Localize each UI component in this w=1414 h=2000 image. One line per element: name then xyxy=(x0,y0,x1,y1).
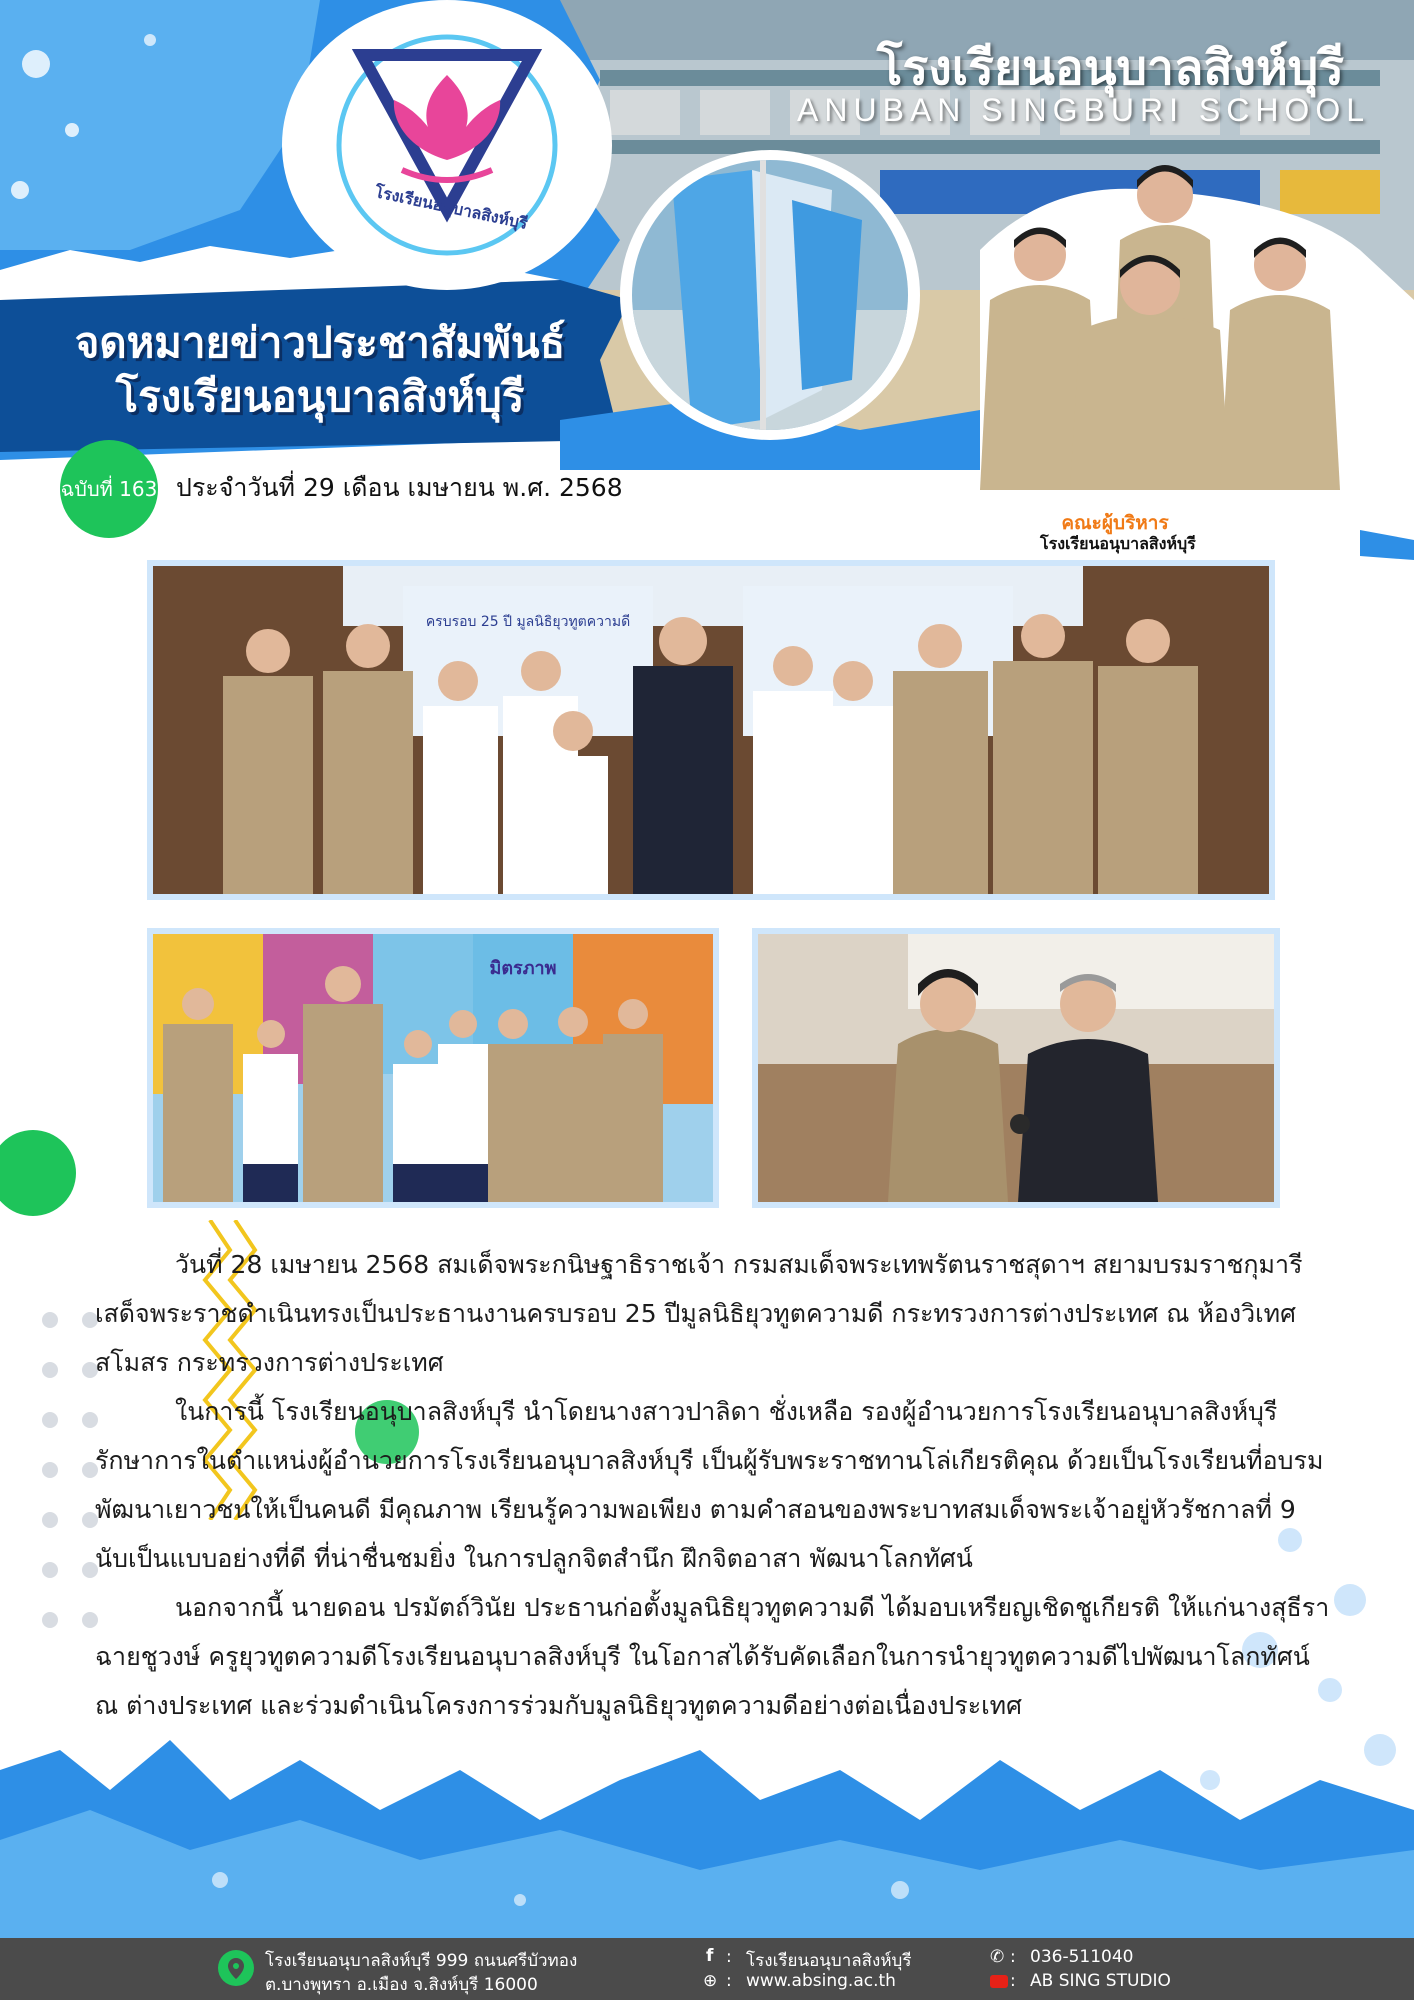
side-poster-text: มิตรภาพ xyxy=(489,958,557,979)
admin-school: โรงเรียนอนุบาลสิงห์บุรี xyxy=(1040,534,1196,553)
footer-phone[interactable]: 036-511040 xyxy=(1030,1947,1134,1967)
footer-website[interactable]: www.absing.ac.th xyxy=(746,1971,896,1991)
footer-facebook[interactable]: โรงเรียนอนุบาลสิงห์บุรี xyxy=(746,1951,912,1971)
school-name-th: โรงเรียนอนุบาลสิงห์บุรี xyxy=(876,42,1344,95)
article-body xyxy=(95,1240,1335,1730)
footer-address-line2: ต.บางพุทรา อ.เมือง จ.สิงห์บุรี 16000 xyxy=(265,1975,538,1995)
footer-sep-2: : xyxy=(726,1971,732,1991)
issue-badge: ฉบับที่ 163 xyxy=(60,440,158,538)
school-name-en: ANUBAN SINGBURI SCHOOL xyxy=(797,92,1370,128)
footer-bar xyxy=(0,1938,1414,2000)
phone-icon: ✆ xyxy=(990,1947,1005,1967)
paragraph-1: วันที่ 28 เมษายน 2568 สมเด็จพระกนิษฐาธิราชเจ้า กรมสมเด็จพระเทพรัตนราชสุดาฯ สยามบรมราชกุมารี เสด็จพระราชดำเนินทรงเป็นประธานงานครบรอบ 25 ปีมูลนิธิยุวทูตความดี กระทรวงการต่างประเทศ ณ ห้องวิเทศสโมสร กระทรวงการต่างประเทศ xyxy=(95,1250,1303,1377)
paragraph-3: นอกจากนี้ นายดอน ปรมัตถ์วินัย ประธานก่อตั้งมูลนิธิยุวทูตความดี ได้มอบเหรียญเชิดชูเกียรติ ให้แก่นางสุธีรา ฉายชูวงษ์ ครูยุวทูตความดีโรงเรียนอนุบาลสิงห์บุรี ในโอกาสได้รับคัดเลือกในการนำยุวทูตความดีไปพัฒนาโลกทัศน์ ณ ต่างประเทศ และร่วมดำเนินโครงการร่วมกับมูลนิธิยุวทูตความดีอย่างต่อเนื่องประเทศ xyxy=(95,1593,1330,1720)
exhibition-photo xyxy=(147,928,719,1208)
youtube-icon xyxy=(990,1975,1008,1988)
medal-photo-image xyxy=(758,934,1274,1202)
green-circle-decor xyxy=(0,1130,76,1216)
footer-youtube[interactable]: AB SING STUDIO xyxy=(1030,1971,1171,1991)
admin-group-photo xyxy=(980,150,1380,500)
facebook-icon: f xyxy=(706,1946,714,1966)
paragraph-2: ในการนี้ โรงเรียนอนุบาลสิงห์บุรี นำโดยนางสาวปาลิดา ชั่งเหลือ รองผู้อำนวยการโรงเรียนอนุบาลสิงห์บุรี รักษาการในตำแหน่งผู้อำนวยการโรงเรียนอนุบาลสิงห์บุรี เป็นผู้รับพระราชทานโล่เกียรติคุณ ด้วยเป็นโรงเรียนที่อบรมพัฒนาเยาวชนให้เป็นคนดี มีคุณภาพ เรียนรู้ความพอเพียง ตามคำสอนของพระบาทสมเด็จพระเจ้าอยู่หัวรัชกาลที่ 9 นับเป็นแบบอย่างที่ดี ที่น่าชื่นชมยิ่ง ในการปลูกจิตสำนึก ฝึกจิตอาสา พัฒนาโลกทัศน์ xyxy=(95,1397,1324,1573)
footer-sep-4: : xyxy=(1010,1971,1016,1991)
exhibition-photo-image xyxy=(153,934,713,1202)
globe-icon: ⊕ xyxy=(703,1971,718,1991)
footer-sep-3: : xyxy=(1010,1947,1016,1967)
newsletter-title-line2: โรงเรียนอนุบาลสิงห์บุรี xyxy=(115,372,525,421)
footer-sep-1: : xyxy=(726,1947,732,1967)
footer-address-line1: โรงเรียนอนุบาลสิงห์บุรี 999 ถนนศรีบัวทอง xyxy=(265,1951,578,1971)
main-group-photo-image xyxy=(153,566,1269,894)
main-group-photo xyxy=(147,560,1275,900)
medal-photo xyxy=(752,928,1280,1208)
logo-caption: โรงเรียนอนุบาลสิงห์บุรี xyxy=(373,182,530,234)
newsletter-title xyxy=(40,316,600,424)
location-pin-icon xyxy=(218,1950,254,1986)
issue-date: ประจำวันที่ 29 เดือน เมษายน พ.ศ. 2568 xyxy=(176,473,623,502)
admin-label: คณะผู้บริหาร xyxy=(1061,512,1169,534)
bottom-wave-decor xyxy=(0,1730,1414,1938)
main-poster-text: ครบรอบ 25 ปี มูลนิธิยุวทูตความดี xyxy=(425,614,631,630)
newsletter-title-line1: จดหมายข่าวประชาสัมพันธ์ xyxy=(74,318,566,367)
flag-photo xyxy=(632,160,908,430)
